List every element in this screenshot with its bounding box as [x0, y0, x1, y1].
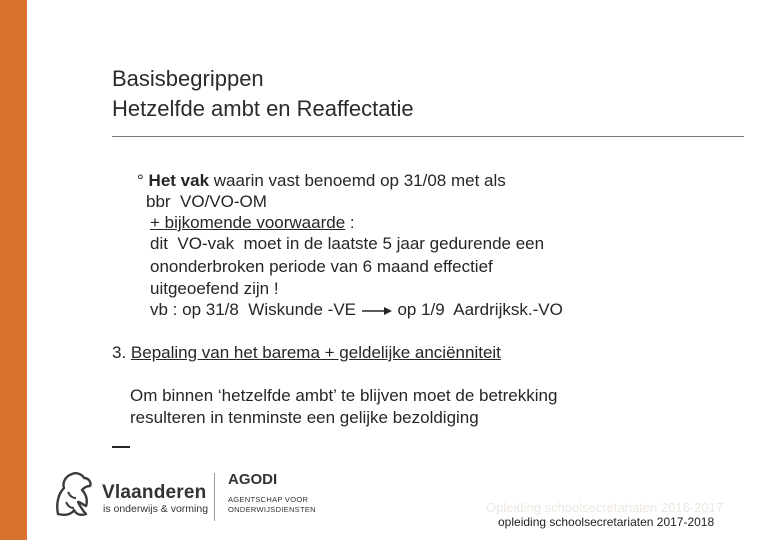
paragraph-line-1: Om binnen ‘hetzelfde ambt’ te blijven moet de betrekking: [130, 386, 558, 405]
agodi-logo-text: AGODI: [228, 471, 278, 488]
example-left: vb : op 31/8 Wiskunde -VE: [150, 300, 356, 319]
footer-text: opleiding schoolsecretariaten 2017-2018: [498, 515, 715, 529]
agodi-sub-line-1: AGENTSCHAP VOOR: [228, 495, 309, 504]
ononderbroken-line: ononderbroken periode van 6 maand effectief: [150, 257, 493, 276]
vak-rest: waarin vast benoemd op 31/08 met als: [209, 171, 506, 190]
vak-line: [137, 170, 506, 191]
dit-line: dit VO-vak moet in de laatste 5 jaar gedurende een: [150, 234, 545, 253]
vlaanderen-logo-subtext: is onderwijs & vorming: [103, 503, 209, 515]
title-line-1: Basisbegrippen: [112, 66, 264, 91]
dash-mark: [112, 446, 130, 448]
title-divider: [112, 136, 744, 137]
item-3: [112, 342, 501, 363]
vak-bold: Het vak: [148, 171, 210, 190]
uitgeoefend-line: uitgeoefend zijn !: [150, 279, 279, 298]
slide-title: [112, 64, 414, 124]
accent-bar: [0, 0, 27, 540]
bbr-line: bbr VO/VO-OM: [146, 192, 267, 211]
bullet-marker: °: [137, 171, 144, 190]
item-3-text: Bepaling van het barema + geldelijke anciënniteit: [130, 343, 501, 362]
agodi-sub-line-2: ONDERWIJSDIENSTEN: [228, 505, 316, 514]
paragraph-line-2: resulteren in tenminste een gelijke bezoldiging: [130, 408, 479, 427]
item-3-number: 3.: [112, 343, 131, 362]
logo-divider: [214, 473, 215, 521]
example-line: [150, 299, 563, 320]
voorwaarde-text: + bijkomende voorwaarde: [150, 213, 346, 232]
arrow-right-icon: [361, 305, 393, 317]
footer-ghost-text: Opleiding schoolsecretariaten 2016-2017: [486, 500, 724, 515]
title-line-2: Hetzelfde ambt en Reaffectatie: [112, 96, 414, 121]
voorwaarde-line: [150, 212, 355, 233]
vlaanderen-lion-icon: [52, 468, 96, 520]
example-right: op 1/9 Aardrijksk.-VO: [392, 300, 563, 319]
voorwaarde-colon: :: [345, 213, 355, 232]
agodi-logo-subtext: [228, 495, 316, 515]
vlaanderen-logo-text: Vlaanderen: [102, 482, 207, 503]
